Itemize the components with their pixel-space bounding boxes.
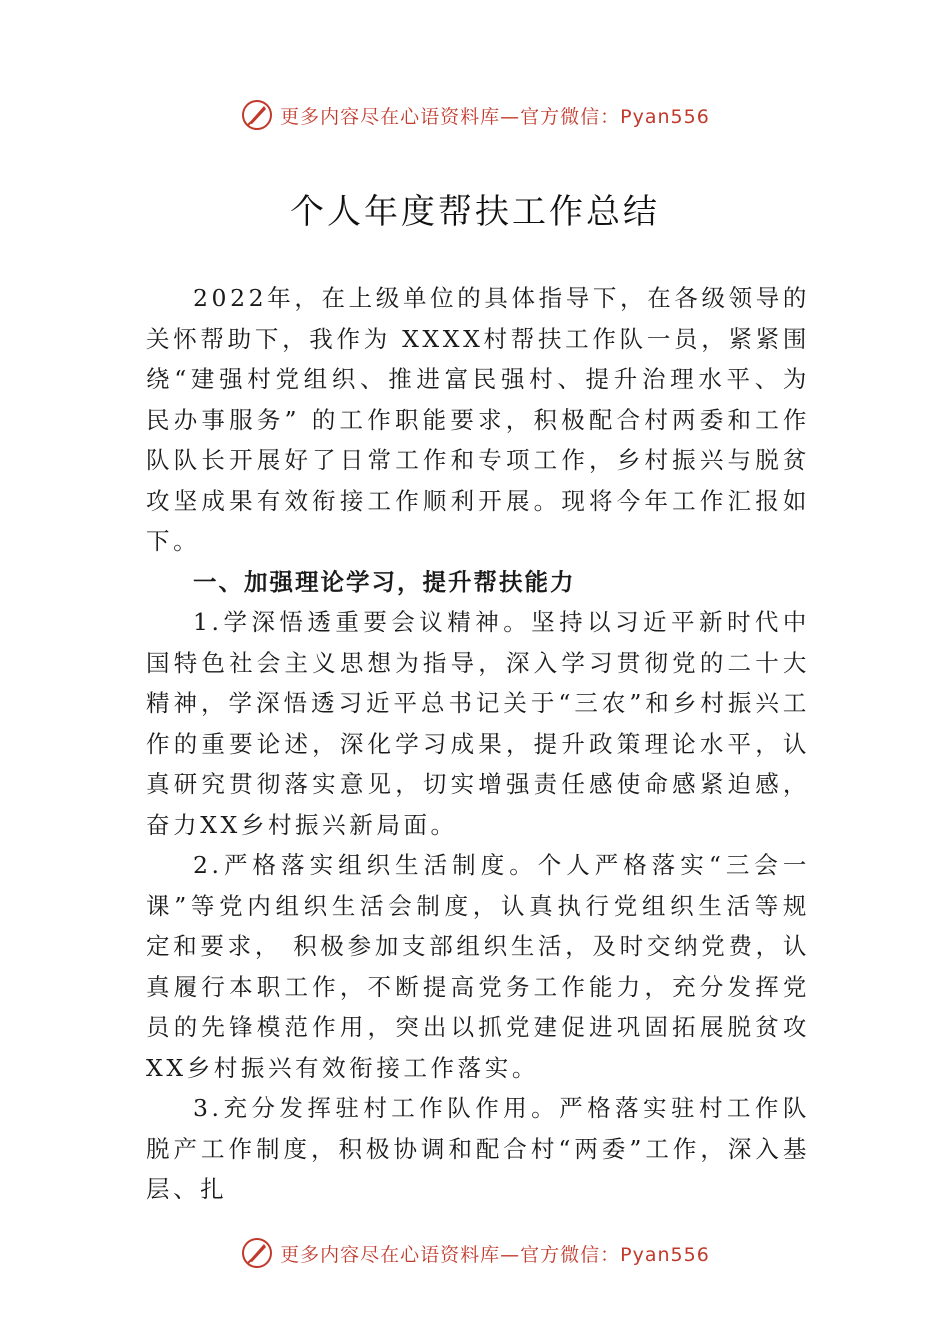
list-item: 3.充分发挥驻村工作队作用。严格落实驻村工作队脱产工作制度，积极协调和配合村“两委”工作，深入基层、扎: [146, 1094, 810, 1203]
quill-logo-icon: [240, 1236, 274, 1270]
quill-logo-icon: [240, 98, 274, 132]
watermark-footer: [0, 1231, 950, 1275]
document-body: [146, 278, 810, 1210]
watermark-text: 更多内容尽在心语资料库—官方微信：Pyan556: [280, 1243, 710, 1266]
section-heading: 一、加强理论学习，提升帮扶能力: [193, 567, 576, 596]
watermark-header: [0, 93, 950, 137]
list-item: 2.严格落实组织生活制度。个人严格落实“三会一课”等党内组织生活会制度，认真执行党组织生活等规定和要求， 积极参加支部组织生活，及时交纳党费，认真履行本职工作，不断提高党务工作能力，充分发挥党员的先锋模范作用，突出以抓党建促进巩固拓展脱贫攻XX乡村振兴有效衔接工作落实。: [146, 851, 810, 1082]
document-title: 个人年度帮扶工作总结: [290, 192, 660, 232]
intro-paragraph: 2022年，在上级单位的具体指导下，在各级领导的关怀帮助下，我作为 XXXX村帮扶工作队一员，紧紧围绕“建强村党组织、推进富民强村、提升治理水平、为民办事服务” 的工作职能要求，积极配合村两委和工作队队长开展好了日常工作和专项工作，乡村振兴与脱贫攻坚成果有效衔接工作顺利开展。现将今年工作汇报如下。: [146, 284, 810, 555]
watermark-text: 更多内容尽在心语资料库—官方微信：Pyan556: [280, 105, 710, 128]
list-item: 1.学深悟透重要会议精神。坚持以习近平新时代中国特色社会主义思想为指导，深入学习贯彻党的二十大精神，学深悟透习近平总书记关于“三农”和乡村振兴工作的重要论述，深化学习成果，提升政策理论水平，认真研究贯彻落实意见，切实增强责任感使命感紧迫感，奋力XX乡村振兴新局面。: [146, 608, 810, 839]
